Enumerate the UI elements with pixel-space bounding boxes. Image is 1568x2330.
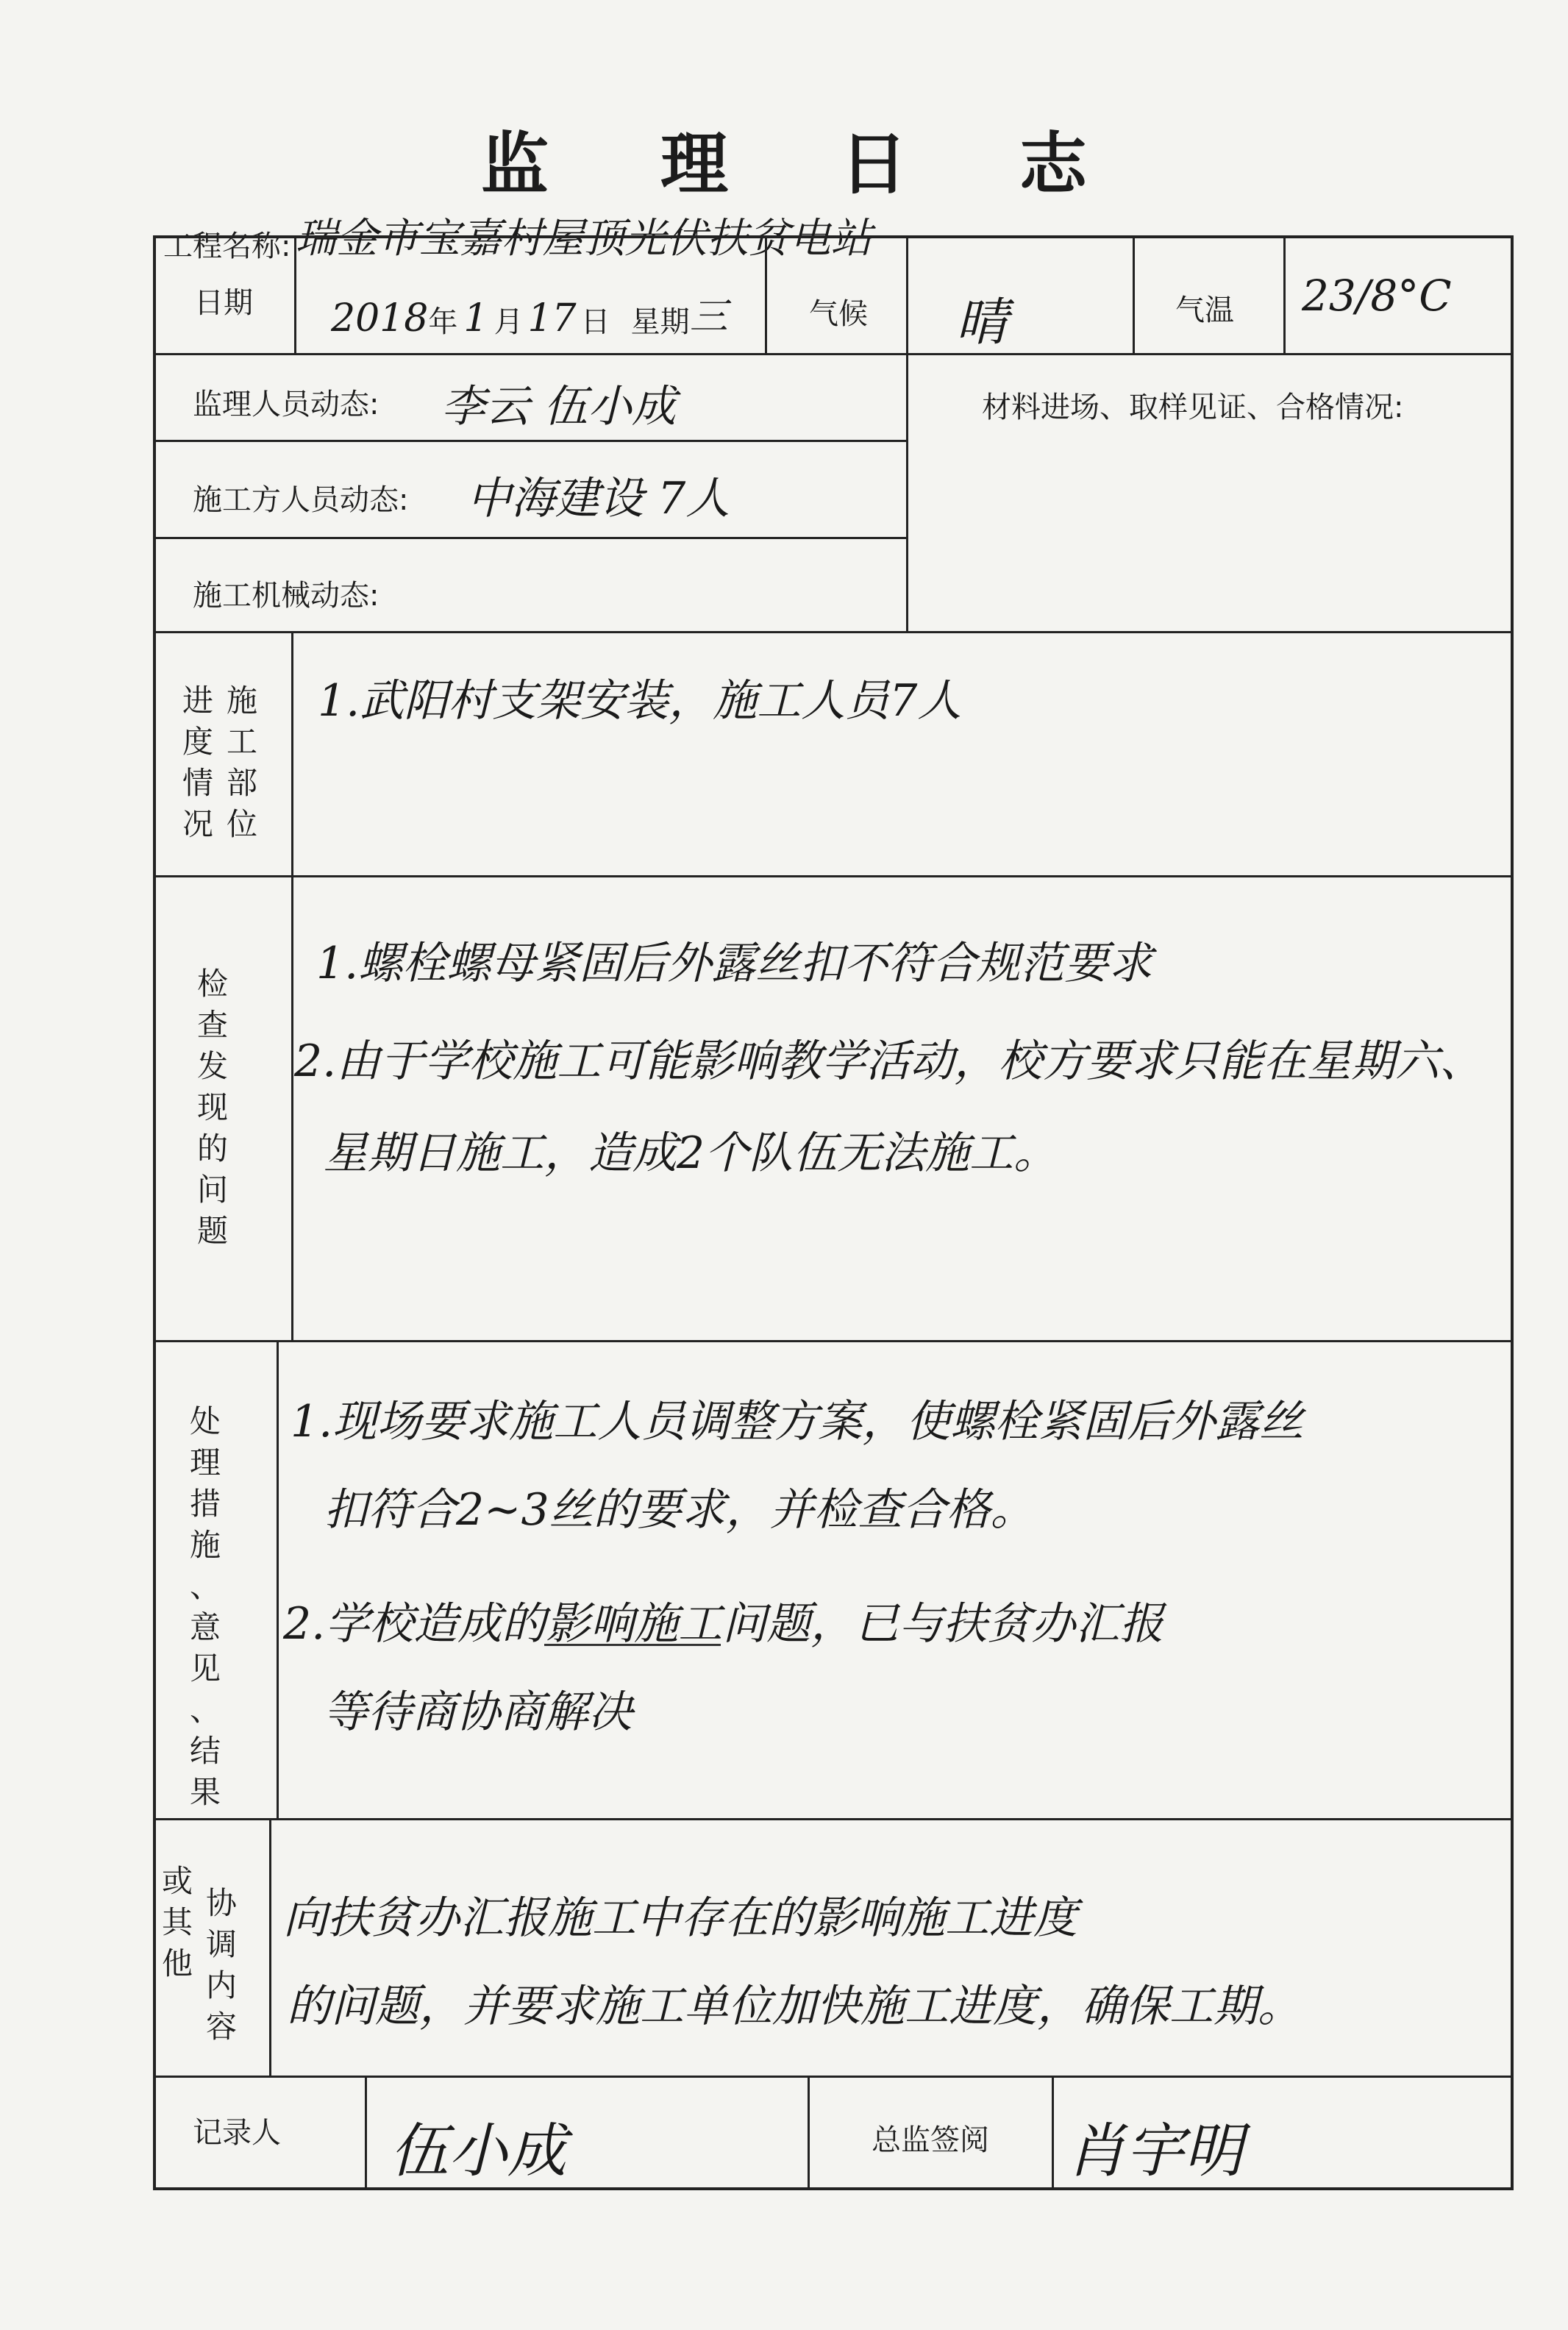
contractor-value: 中海建设 7人 [467,473,730,524]
measures-line-1: 1.现场要求施工人员调整方案，使螺栓紧固后外露丝 [291,1396,1304,1447]
coordination-line-1: 向扶贫办汇报施工中存在的影响施工进度 [283,1892,1077,1944]
progress-label [182,680,257,845]
date-year: 2018 [331,296,429,341]
issues-line-3: 星期日施工，造成2个队伍无法施工。 [324,1127,1058,1179]
progress-text: 1.武阳村支架安装，施工人员7人 [318,675,962,727]
project-name-label: 工程名称: [163,229,291,263]
progress-label-col2: 进 度 情 况 [182,683,214,842]
date-day: 17 [527,296,577,341]
measures-label: 处 理 措 施 、 意 见 、 结 果 [190,1403,221,1810]
coordination-line-2: 的问题，并要求施工单位加快施工进度，确保工期。 [287,1981,1302,2032]
page-title: 监 理 日 志 [480,125,1132,204]
issues-line-2: 2.由于学校施工可能影响教学活动，校方要求只能在星期六、 [294,1036,1484,1087]
issues-label: 检 查 发 现 的 问 题 [197,966,229,1249]
coordination-label-col2: 或 其 他 [162,1863,193,1981]
supervisor-label: 监理人员动态: [193,388,379,421]
coordination-label [162,1863,238,2048]
machinery-label: 施工机械动态: [193,579,379,613]
date-value [331,285,728,341]
supervisor-value: 李云 伍小成 [441,381,677,432]
temp-label: 气温 [1175,293,1234,327]
weekday-value: 三 [689,295,728,339]
materials-label: 材料进场、取样见证、合格情况: [982,391,1404,424]
project-name-value: 瑞金市宝嘉村屋顶光伏扶贫电站 [295,215,872,263]
recorder-label: 记录人 [193,2116,281,2150]
weather-value: 晴 [956,292,1008,352]
date-label: 日期 [194,286,253,320]
weekday-label: 星期 [630,305,690,339]
weather-label: 气候 [809,297,868,331]
date-month: 1 [463,296,488,341]
coordination-label-col1: 协 调 内 容 [206,1885,238,2045]
date-year-suffix: 年 [428,305,458,339]
chief-label: 总监签阅 [872,2123,989,2157]
date-day-suffix: 日 [580,305,610,339]
measures-line-2: 扣符合2~3丝的要求，并检查合格。 [324,1484,1035,1536]
measures-line-3: 2.学校造成的影响施工问题，已与扶贫办汇报 [283,1598,1164,1650]
chief-signature: 肖宇明 [1066,2117,1243,2185]
contractor-label: 施工方人员动态: [193,483,409,517]
progress-label-col1: 施 工 部 位 [227,683,258,842]
date-month-suffix: 月 [493,305,524,339]
recorder-signature: 伍小成 [390,2117,566,2185]
measures-line-4: 等待商协商解决 [324,1686,632,1738]
temp-value: 23/8°C [1302,271,1452,321]
issues-line-1: 1.螺栓螺母紧固后外露丝扣不符合规范要求 [316,938,1153,989]
